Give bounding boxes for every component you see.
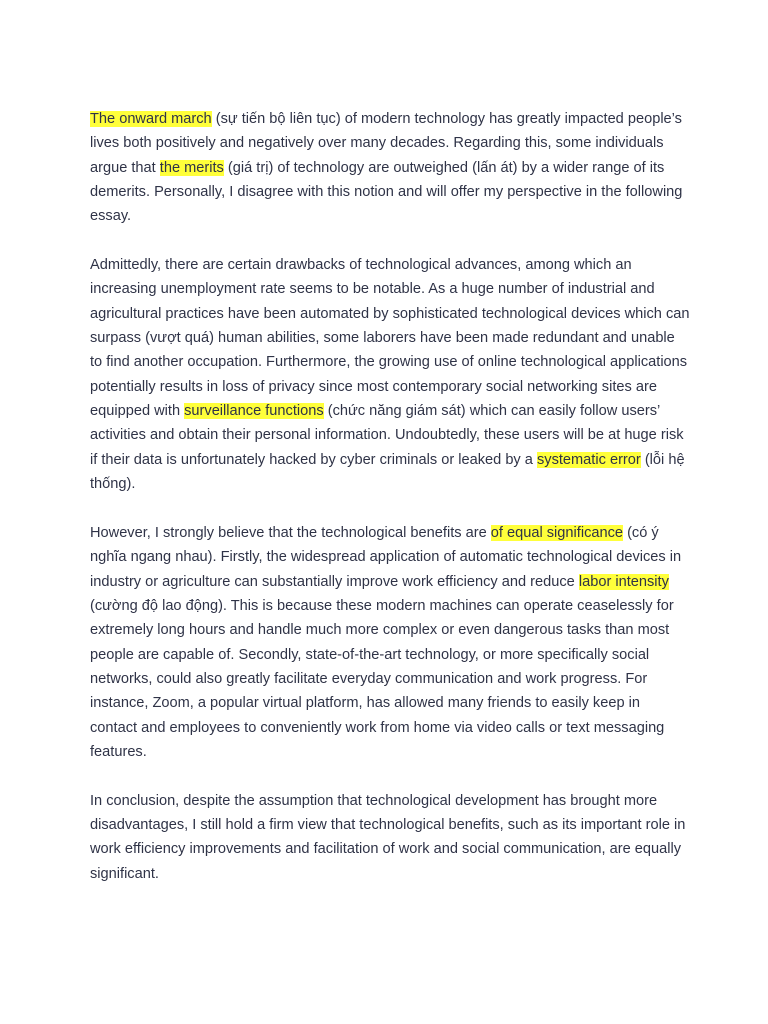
text-run: (lỗi hệ thống).	[90, 451, 685, 493]
highlighted-phrase: systematic error	[536, 451, 641, 468]
text-run: (chức năng giám sát) which can easily follow users’ activities and obtain their personal information. Undoubtedly, these users will be at huge risk if their data is unfortunately hacked by cyber criminals or leaked by a	[90, 403, 684, 468]
highlighted-phrase: The onward march	[90, 111, 212, 127]
text-run: In conclusion, despite the assumption that technological development has brought more disadvantages, I still hold a firm view that technological benefits, such as its important role in work efficiency improvements and facilitation of work and social communication, are equally significant.	[90, 792, 686, 882]
highlighted-phrase: surveillance functions	[184, 403, 324, 420]
highlighted-phrase: of equal significance	[490, 524, 624, 541]
text-run: However, I strongly believe that the technological benefits are	[90, 524, 491, 541]
text-run: (giá trị) of technology are outweighed (lấn át) by a wider range of its demerits. Personally, I disagree with this notion and will offer my perspective in the following essay.	[90, 159, 683, 225]
text-run: (có ý nghĩa ngang nhau). Firstly, the widespread application of automatic technological devices in industry or agriculture can substantially improve work efficiency and reduce	[90, 524, 682, 590]
highlighted-phrase: labor intensity	[578, 573, 669, 590]
paragraph-introduction	[90, 107, 690, 229]
highlighted-phrase: the merits	[159, 159, 224, 176]
essay-body	[90, 107, 690, 910]
paragraph-drawbacks	[90, 253, 690, 496]
paragraph-benefits	[90, 521, 690, 764]
text-run: Admittedly, there are certain drawbacks of technological advances, among which an increasing unemployment rate seems to be notable. As a huge number of industrial and agricultural practices have been automated by sophisticated technological devices which can surpass (vượt quá) human abilities, some laborers have been made redundant and unable to find another occupation. Furthermore, the growing use of online technological applications potentially results in loss of privacy since most contemporary social networking sites are equipped with	[90, 257, 690, 420]
paragraph-conclusion	[90, 789, 690, 886]
text-run: (sự tiến bộ liên tục) of modern technology has greatly impacted people’s lives both positively and negatively over many decades. Regarding this, some individuals argue that	[90, 111, 682, 176]
text-run: (cường độ lao động). This is because these modern machines can operate ceaselessly for extremely long hours and handle much more complex or even dangerous tasks than most people are capable of. Secondly, state-of-the-art technology, or more specifically social networks, could also greatly facilitate everyday communication and work progress. For instance, Zoom, a popular virtual platform, has allowed many friends to easily keep in contact and employees to conveniently work from home via video calls or text messaging features.	[90, 597, 674, 760]
